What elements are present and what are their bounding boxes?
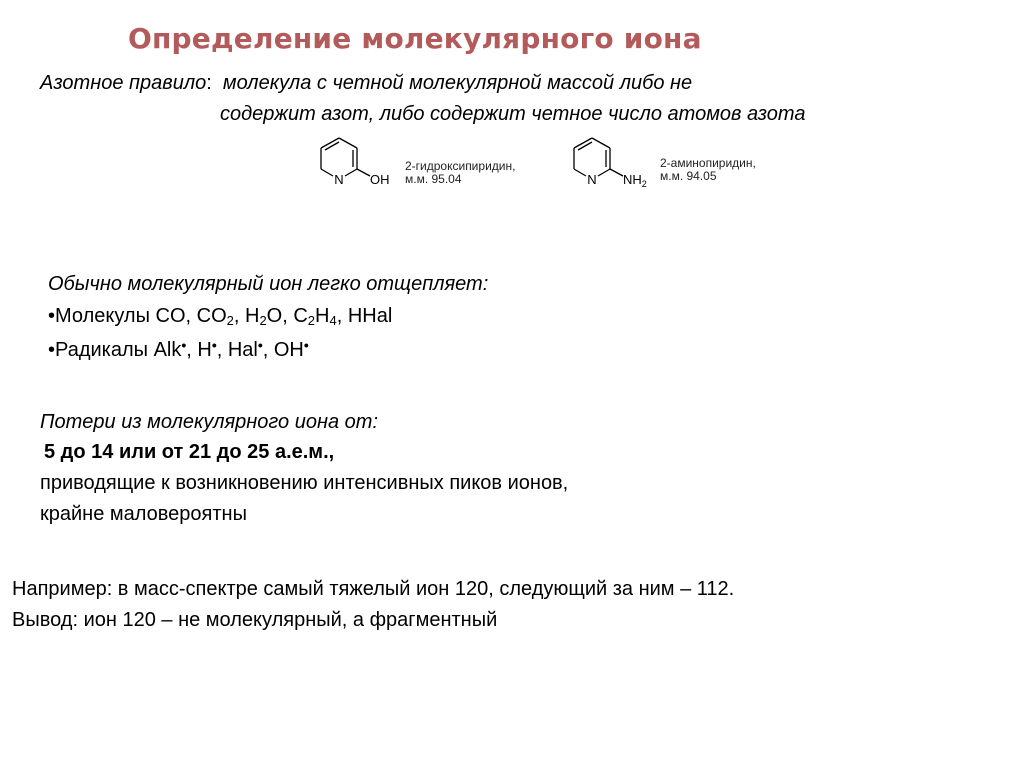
molecules-prefix: Молекулы CO, CO — [55, 305, 227, 327]
c2-subscript: 2 — [307, 313, 316, 328]
h2o-subscript: 2 — [259, 313, 267, 328]
hydroxypyridine-structure — [312, 134, 408, 192]
hhal: , HHal — [336, 305, 393, 327]
bullet-icon: • — [48, 305, 56, 327]
h2o-prefix: , H — [233, 305, 260, 327]
ring-nitrogen-label: N — [334, 172, 344, 187]
page-title: Определение молекулярного иона — [128, 22, 702, 55]
ring-nitrogen-label: N — [587, 172, 597, 187]
aminopyridine-caption — [660, 157, 756, 183]
amino-subscript: 2 — [641, 179, 647, 189]
co2-subscript: 2 — [226, 313, 234, 328]
hydroxy-label: OH — [370, 172, 390, 187]
example-line: Например: в масс-спектре самый тяжелый ион 120, следующий за ним – 112. — [12, 578, 735, 600]
radical-h: , H — [186, 339, 212, 361]
bullet-icon: • — [48, 339, 56, 361]
radical-hal: , Hal — [216, 339, 258, 361]
hydroxypyridine-caption — [405, 160, 515, 186]
svg-text:NH2 — [623, 172, 647, 189]
cleavage-heading: Обычно молекулярный ион легко отщепляет: — [48, 273, 489, 295]
cleavage-molecules-line — [48, 305, 392, 328]
aminopyridine-structure — [565, 134, 665, 192]
losses-text-2: крайне маловероятны — [40, 503, 247, 525]
h2o-rest: O, C — [266, 305, 308, 327]
radical-dot: • — [303, 337, 309, 353]
losses-range: 5 до 14 или от 21 до 25 а.е.м., — [44, 441, 335, 463]
losses-heading: Потери из молекулярного иона от: — [40, 411, 378, 433]
hydroxypyridine-name: 2-гидроксипиридин, — [405, 159, 516, 173]
radical-dot: • — [211, 337, 217, 353]
hydroxypyridine-mass: м.м. 95.04 — [405, 172, 462, 186]
nitrogen-rule-term: Азотное правило — [40, 72, 207, 94]
radical-oh: , OH — [262, 339, 304, 361]
c2h4-h: H — [315, 305, 330, 327]
h4-subscript: 4 — [329, 313, 337, 328]
conclusion-line: Вывод: ион 120 – не молекулярный, а фрагментный — [12, 609, 498, 631]
aminopyridine-name: 2-аминопиридин, — [660, 156, 756, 170]
radical-dot: • — [257, 337, 263, 353]
cleavage-radicals-line — [48, 339, 309, 362]
amino-label: NH — [623, 172, 642, 187]
nitrogen-rule-colon: : — [206, 72, 212, 94]
radical-dot: • — [181, 337, 187, 353]
losses-text-1: приводящие к возникновению интенсивных пиков ионов, — [40, 472, 569, 494]
nitrogen-rule-line-1 — [40, 72, 692, 95]
radicals-prefix: Радикалы Alk — [55, 339, 182, 361]
nitrogen-rule-text-1: молекула с четной молекулярной массой либо не — [211, 72, 693, 94]
aminopyridine-mass: м.м. 94.05 — [660, 169, 717, 183]
nitrogen-rule-line-2: содержит азот, либо содержит четное число атомов азота — [220, 103, 806, 125]
